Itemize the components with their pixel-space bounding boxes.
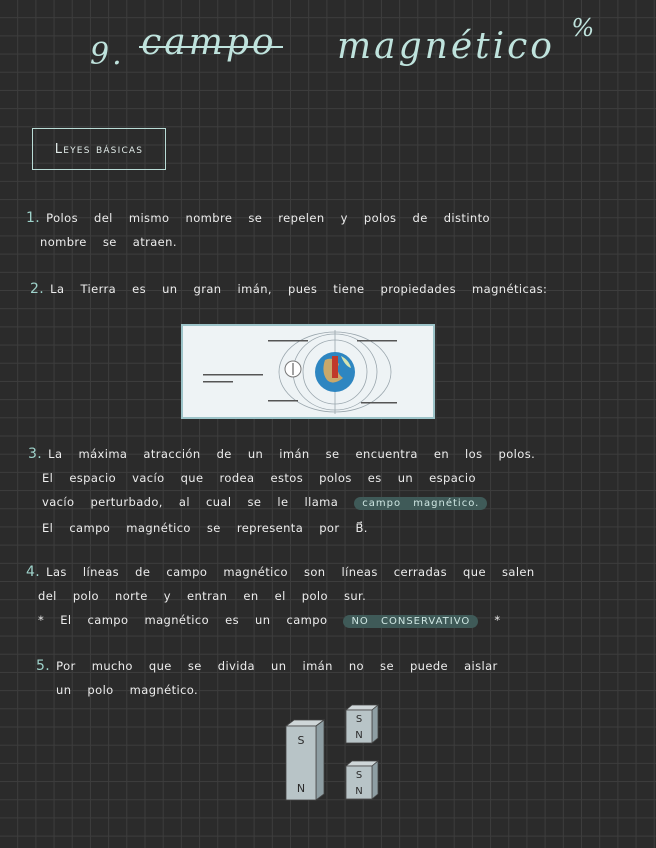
page-title xyxy=(90,14,598,92)
big-magnet-n-label: N xyxy=(296,782,306,795)
law-3-line1: La máxima atracción de un imán se encuentra en los polos. xyxy=(48,447,536,461)
law-3 xyxy=(28,442,628,540)
law-1-line2: nombre se atraen. xyxy=(40,235,177,249)
small2-s-label: S xyxy=(355,770,363,781)
law-3-line2: El espacio vacío que rodea estos polos es un espacio xyxy=(42,471,476,485)
magnets-illustration xyxy=(276,700,396,805)
law-1-line1: Polos del mismo nombre se repelen y polos de distinto xyxy=(46,211,490,225)
big-magnet-s-label: S xyxy=(297,734,305,747)
law-3-line3: vacío perturbado, al cual se le llama xyxy=(42,495,339,509)
law-3-number: 3. xyxy=(28,446,43,462)
small2-n-label: N xyxy=(355,786,363,797)
law-2-line1: La Tierra es un gran imán, pues tiene propiedades magnéticas: xyxy=(50,282,548,296)
highlight-campo-magnetico: campo magnético. xyxy=(354,497,487,510)
law-1-number: 1. xyxy=(26,210,41,226)
law-5 xyxy=(36,654,636,702)
highlight-no-conservativo: NO CONSERVATIVO xyxy=(343,615,478,628)
law-1 xyxy=(26,206,626,254)
earth-magnetic-field-diagram xyxy=(181,324,435,419)
section-box-leyes-basicas xyxy=(32,128,166,170)
small1-s-label: S xyxy=(355,714,363,725)
section-label: Leyes básicas xyxy=(54,141,144,157)
earth-diagram-svg xyxy=(183,326,433,417)
title-number: 9. xyxy=(90,37,125,72)
law-4 xyxy=(26,560,626,634)
law-4-line2: del polo norte y entran en el polo sur. xyxy=(38,589,367,603)
title-word-magnetico: magnético xyxy=(337,26,555,67)
law-4-line3: * El campo magnético es un campo xyxy=(38,613,328,627)
law-5-line2: un polo magnético. xyxy=(56,683,199,697)
title-mark: % xyxy=(571,14,598,42)
law-5-line1: Por mucho que se divida un imán no se puede aislar xyxy=(56,659,498,673)
law-2-number: 2. xyxy=(30,281,45,297)
law-4-number: 4. xyxy=(26,564,41,580)
earth-core-magnet xyxy=(332,356,338,378)
law-4-line3-end: * xyxy=(494,613,501,627)
law-3-line4: El campo magnético se representa por B⃗. xyxy=(42,521,368,535)
small1-n-label: N xyxy=(355,730,363,741)
law-4-line1: Las líneas de campo magnético son líneas cerradas que salen xyxy=(46,565,535,579)
title-word-campo: campo xyxy=(141,22,277,63)
law-5-number: 5. xyxy=(36,658,51,674)
law-2 xyxy=(30,277,630,301)
